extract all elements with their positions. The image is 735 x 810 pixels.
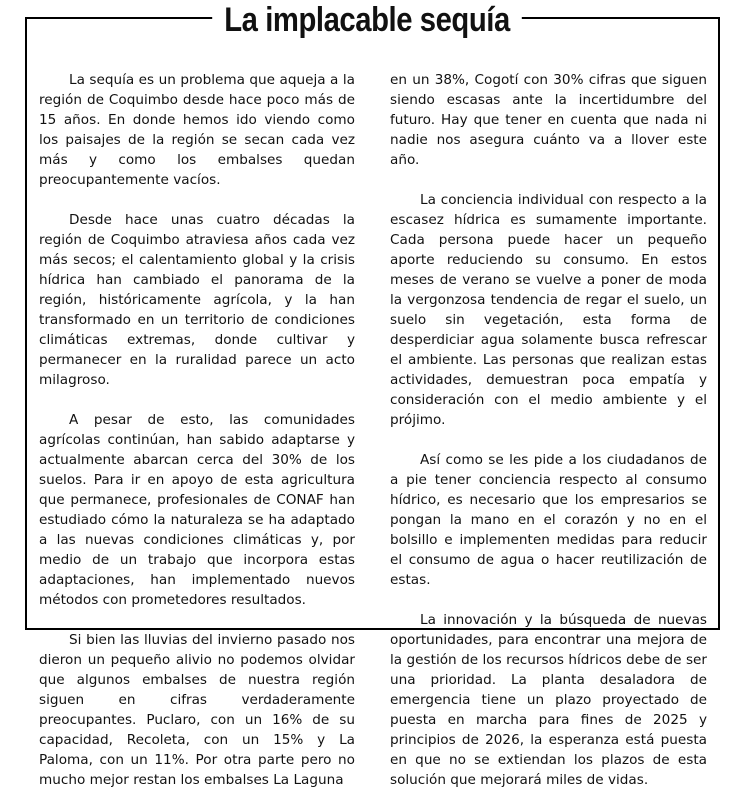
paragraph: A pesar de esto, las comunidades agrícolas continúan, han sabido adaptarse y actualmente abarcan cerca del 30% de los suelos. Para ir en apoyo de esta agricultura que permanece, profesionales de CONAF han estudiado cómo la naturaleza se ha adaptado a las nuevas condiciones climáticas y, por medio de un trabajo que incorpora estas adaptaciones, han implementado nuevos métodos con prometedores resultados. xyxy=(39,412,355,608)
paragraph-continued: en un 38%, Cogotí con 30% cifras que siguen siendo escasas ante la incertidumbre del futuro. Hay que tener en cuenta que nada ni nadie nos asegura cuánto va a llover este año. xyxy=(390,72,707,168)
paragraph: Si bien las lluvias del invierno pasado nos dieron un pequeño alivio no podemos olvidar que algunos embalses de nuestra región siguen en cifras verdaderamente preocupantes. Puclaro, con un 16% de su capacidad, Recoleta, con un 15% y La Paloma, con un 11%. Por otra parte pero no mucho mejor restan los embalses La Laguna xyxy=(39,632,355,788)
article-title: La implacable sequía xyxy=(213,0,523,40)
right-column xyxy=(390,70,707,810)
paragraph: La sequía es un problema que aqueja a la región de Coquimbo desde hace poco más de 15 años. En donde hemos ido viendo como los paisajes de la región se secan cada vez más y como los embalses quedan preocupantemente vacíos. xyxy=(39,72,355,188)
paragraph: Así como se les pide a los ciudadanos de a pie tener conciencia respecto al consumo hídrico, es necesario que los empresarios se pongan la mano en el corazón y no en el bolsillo e implementen medidas para reducir el consumo de agua o hacer reutilización de estas. xyxy=(390,452,707,588)
title-bar xyxy=(0,0,735,47)
paragraph: Desde hace unas cuatro décadas la región de Coquimbo atraviesa años cada vez más secos; el calentamiento global y la crisis hídrica han cambiado el panorama de la región, históricamente agrícola, y la han transformado en un territorio de condiciones climáticas extremas, donde cultivar y permanecer en la ruralidad parece un acto milagroso. xyxy=(39,212,355,388)
paragraph: La conciencia individual con respecto a la escasez hídrica es sumamente importante. Cada persona puede hacer un pequeño aporte reduciendo su consumo. En estos meses de verano se vuelve a poner de moda la vergonzosa tendencia de regar el suelo, un suelo sin vegetación, esta forma de desperdiciar agua solamente busca refrescar el ambiente. Las personas que realizan estas actividades, demuestran poca empatía y consideración con el medio ambiente y el prójimo. xyxy=(390,192,707,428)
paragraph: La innovación y la búsqueda de nuevas oportunidades, para encontrar una mejora de la gestión de los recursos hídricos debe de ser una prioridad. La planta desaladora de emergencia tiene un plazo proyectado de puesta en marcha para fines de 2025 y principios de 2026, la esperanza está puesta en que no se extiendan los plazos de esta solución que mejorará miles de vidas. xyxy=(390,612,707,788)
left-column xyxy=(39,70,355,810)
